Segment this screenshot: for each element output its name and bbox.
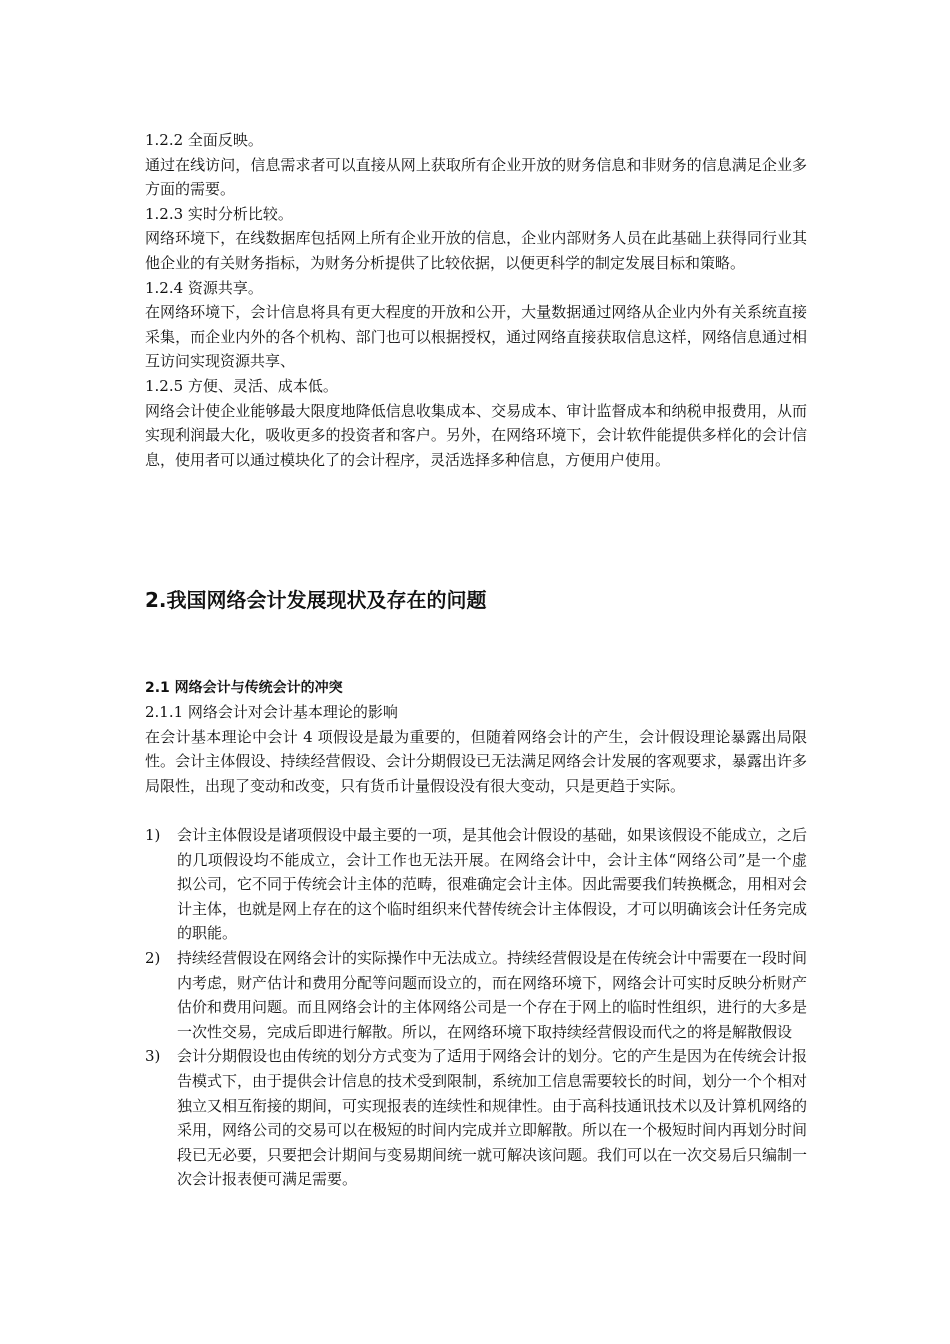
section-2-1-1-body xyxy=(145,700,807,798)
paragraph-2-1-1-intro: 在会计基本理论中会计 4 项假设是最为重要的，但随着网络会计的产生，会计假设理论暴露出局限性。会计主体假设、持续经营假设、会计分期假设已无法满足网络会计发展的客观要求，暴露出许多局限性，出现了变动和改变，只有货币计量假设没有很大变动，只是更趋于实际。 xyxy=(145,727,807,795)
paragraph-1-2-2: 通过在线访问，信息需求者可以直接从网上获取所有企业开放的财务信息和非财务的信息满足企业多方面的需要。 xyxy=(145,155,807,199)
heading-1-2-4: 1.2.4 资源共享。 xyxy=(145,278,263,297)
paragraph-1-2-3: 网络环境下，在线数据库包括网上所有企业开放的信息，企业内部财务人员在此基础上获得同行业其他企业的有关财务指标，为财务分析提供了比较依据，以便更科学的制定发展目标和策略。 xyxy=(145,229,807,272)
heading-2-1: 2.1 网络会计与传统会计的冲突 xyxy=(145,680,343,696)
heading-1-2-3: 1.2.3 实时分析比较。 xyxy=(145,204,293,223)
list-item-number: 1) xyxy=(145,826,161,844)
list-item xyxy=(145,946,807,1044)
heading-1-2-2: 1.2.2 全面反映。 xyxy=(145,131,263,149)
list-item-number: 2) xyxy=(145,948,161,967)
assumption-list xyxy=(145,823,807,1192)
heading-2-1-1: 2.1.1 网络会计对会计基本理论的影响 xyxy=(145,703,398,721)
heading-1-2-5: 1.2.5 方便、灵活、成本低。 xyxy=(145,376,338,395)
paragraph-1-2-5: 网络会计使企业能够最大限度地降低信息收集成本、交易成本、审计监督成本和纳税申报费用，从而实现利润最大化，吸收更多的投资者和客户。另外，在网络环境下，会计软件能提供多样化的会计信息，使用者可以通过模块化了的会计程序，灵活选择多种信息，方便用户使用。 xyxy=(145,401,807,469)
list-item xyxy=(145,823,807,946)
section-1-2-body xyxy=(145,128,807,472)
list-item-text: 会计分期假设也由传统的划分方式变为了适用于网络会计的划分。它的产生是因为在传统会计报告模式下，由于提供会计信息的技术受到限制，系统加工信息需要较长的时间，划分一个个相对独立又相互衔接的期间，可实现报表的连续性和规律性。由于高科技通讯技术以及计算机网络的采用，网络公司的交易可以在极短的时间内完成并立即解散。所以在一个极短时间内再划分时间段已无必要，只要把会计期间与变易期间统一就可解决该问题。我们可以在一次交易后只编制一次会计报表便可满足需要。 xyxy=(177,1047,808,1189)
paragraph-1-2-4: 在网络环境下，会计信息将具有更大程度的开放和公开，大量数据通过网络从企业内外有关系统直接采集，而企业内外的各个机构、部门也可以根据授权，通过网络直接获取信息这样，网络信息通过相互访问实现资源共享、 xyxy=(145,303,807,371)
chapter-2-title: 2.我国网络会计发展现状及存在的问题 xyxy=(145,588,487,612)
list-item-text: 持续经营假设在网络会计的实际操作中无法成立。持续经营假设是在传统会计中需要在一段时间内考虑，财产估计和费用分配等问题而设立的，而在网络环境下，网络会计可实时反映分析财产估价和费用问题。而且网络会计的主体网络公司是一个存在于网上的临时性组织，进行的大多是一次性交易，完成后即进行解散。所以，在网络环境下取持续经营假设而代之的将是解散假设 xyxy=(177,948,808,1041)
list-item-text: 会计主体假设是诸项假设中最主要的一项，是其他会计假设的基础，如果该假设不能成立，之后的几项假设均不能成立，会计工作也无法开展。在网络会计中，会计主体“网络公司”是一个虚拟公司，它不同于传统会计主体的范畴，很难确定会计主体。因此需要我们转换概念，用相对会计主体，也就是网上存在的这个临时组织来代替传统会计主体假设，才可以明确该会计任务完成的职能。 xyxy=(177,826,808,943)
list-item xyxy=(145,1044,807,1192)
list-item-number: 3) xyxy=(145,1047,161,1066)
